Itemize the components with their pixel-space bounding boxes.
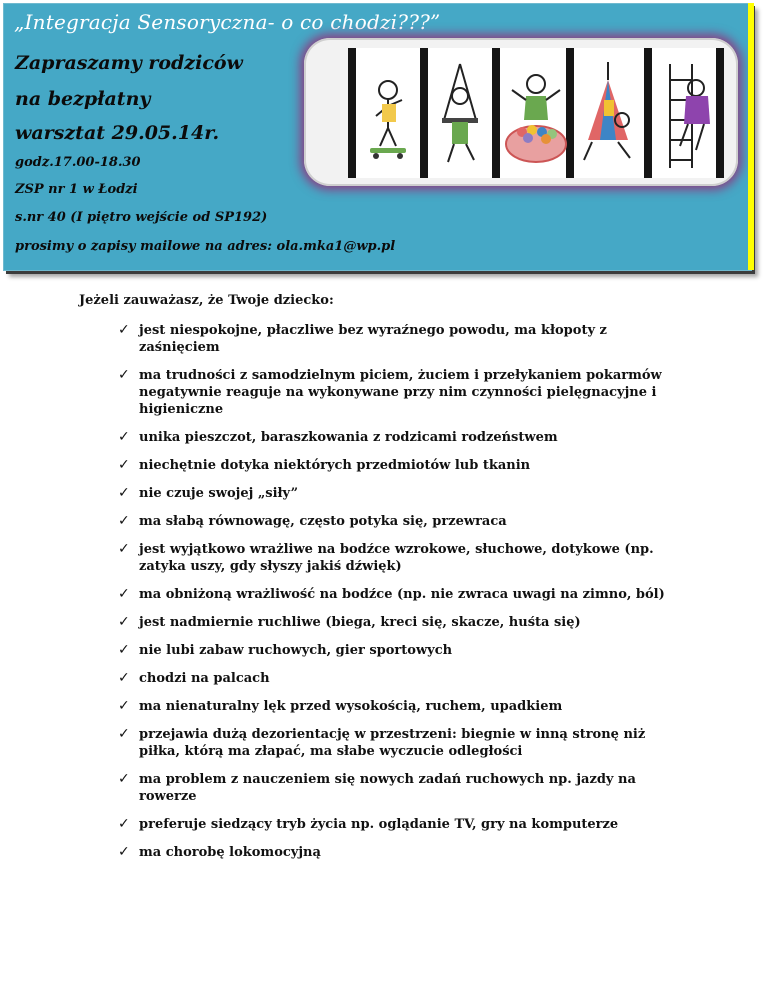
- child-skateboard-icon: [360, 60, 420, 170]
- checklist-item: [118, 513, 678, 530]
- check-icon: ✓: [118, 322, 130, 338]
- signup-email-line: prosimy o zapisy mailowe na adres: ola.mka1@wp.pl: [15, 239, 396, 254]
- checklist-item-text: unika pieszczot, baraszkowania z rodzicami rodzeństwem: [139, 430, 558, 445]
- child-ball-pit-icon: [504, 60, 568, 170]
- event-banner: [3, 3, 752, 271]
- checklist-item: [118, 771, 678, 805]
- checklist-item: [118, 429, 678, 446]
- checklist-item-text: ma trudności z samodzielnym piciem, żuciem i przełykaniem pokarmów negatywnie reaguje na wykonywane przy nim czynności pielęgnacyjne i higieniczne: [139, 368, 662, 417]
- frame-divider: [348, 48, 356, 178]
- checklist-item-text: nie czuje swojej „siły”: [139, 486, 299, 501]
- checklist-item: [118, 457, 678, 474]
- checklist-item-text: ma chorobę lokomocyjną: [139, 845, 321, 860]
- checklist-item-text: jest niespokojne, płaczliwe bez wyraźnego powodu, ma kłopoty z zaśnięciem: [139, 323, 607, 355]
- check-icon: ✓: [118, 457, 130, 473]
- check-icon: ✓: [118, 726, 130, 742]
- check-icon: ✓: [118, 513, 130, 529]
- checklist-item: [118, 698, 678, 715]
- check-icon: ✓: [118, 816, 130, 832]
- invite-line-1: Zapraszamy rodziców: [15, 52, 243, 74]
- workshop-place: ZSP nr 1 w Łodzi: [15, 182, 138, 197]
- checklist-item-text: preferuje siedzący tryb życia np. oglądanie TV, gry na komputerze: [139, 817, 619, 832]
- checklist-item: [118, 367, 678, 418]
- checklist-item: [118, 816, 678, 833]
- checklist-item: [118, 844, 678, 861]
- checklist-item-text: ma obniżoną wrażliwość na bodźce (np. nie zwraca uwagi na zimno, ból): [139, 587, 665, 602]
- checklist-item-text: nie lubi zabaw ruchowych, gier sportowych: [139, 643, 453, 658]
- checklist-item-text: jest nadmiernie ruchliwe (biega, kreci się, skacze, huśta się): [139, 615, 581, 630]
- invite-line-2: na bezpłatny: [15, 88, 151, 110]
- checklist-item: [118, 541, 678, 575]
- check-icon: ✓: [118, 642, 130, 658]
- checklist-item: [118, 586, 678, 603]
- check-icon: ✓: [118, 844, 130, 860]
- checklist-item: [118, 642, 678, 659]
- checklist-item: [118, 726, 678, 760]
- children-play-filmstrip-image: [304, 38, 738, 186]
- checklist-item: [118, 670, 678, 687]
- checklist-item-text: jest wyjątkowo wrażliwe na bodźce wzrokowe, słuchowe, dotykowe (np. zatyka uszy, gdy słyszy jakiś dźwięk): [139, 542, 654, 574]
- frame-divider: [716, 48, 724, 178]
- check-icon: ✓: [118, 698, 130, 714]
- check-icon: ✓: [118, 485, 130, 501]
- child-hammock-icon: [578, 60, 638, 170]
- checklist-item-text: przejawia dużą dezorientację w przestrzeni: biegnie w inną stronę niż piłka, którą ma złapać, ma słabe wyczucie odległości: [139, 727, 646, 759]
- workshop-date: warsztat 29.05.14r.: [15, 122, 220, 144]
- frame-divider: [420, 48, 428, 178]
- check-icon: ✓: [118, 771, 130, 787]
- checklist-item-text: niechętnie dotyka niektórych przedmiotów lub tkanin: [139, 458, 531, 473]
- check-icon: ✓: [118, 586, 130, 602]
- accent-bar: [748, 3, 754, 270]
- banner-title: „Integracja Sensoryczna- o co chodzi???”: [14, 10, 441, 34]
- child-climbing-ladder-icon: [656, 60, 716, 170]
- frame-divider: [492, 48, 500, 178]
- checklist-item-text: ma nienaturalny lęk przed wysokością, ruchem, upadkiem: [139, 699, 563, 714]
- check-icon: ✓: [118, 614, 130, 630]
- checklist-item-text: ma problem z nauczeniem się nowych zadań ruchowych np. jazdy na rowerze: [139, 772, 636, 804]
- check-icon: ✓: [118, 670, 130, 686]
- check-icon: ✓: [118, 367, 130, 383]
- checklist-item: [118, 322, 678, 356]
- checklist-item-text: chodzi na palcach: [139, 671, 270, 686]
- checklist-item-text: ma słabą równowagę, często potyka się, przewraca: [139, 514, 507, 529]
- checklist-item: [118, 485, 678, 502]
- symptom-checklist: [118, 322, 678, 872]
- check-icon: ✓: [118, 541, 130, 557]
- frame-divider: [644, 48, 652, 178]
- child-swing-icon: [430, 60, 490, 170]
- workshop-room: s.nr 40 (I piętro wejście od SP192): [15, 210, 268, 225]
- intro-text: Jeżeli zauważasz, że Twoje dziecko:: [79, 293, 334, 308]
- workshop-time: godz.17.00-18.30: [15, 155, 141, 170]
- checklist-item: [118, 614, 678, 631]
- check-icon: ✓: [118, 429, 130, 445]
- filmstrip-frames: [348, 48, 724, 178]
